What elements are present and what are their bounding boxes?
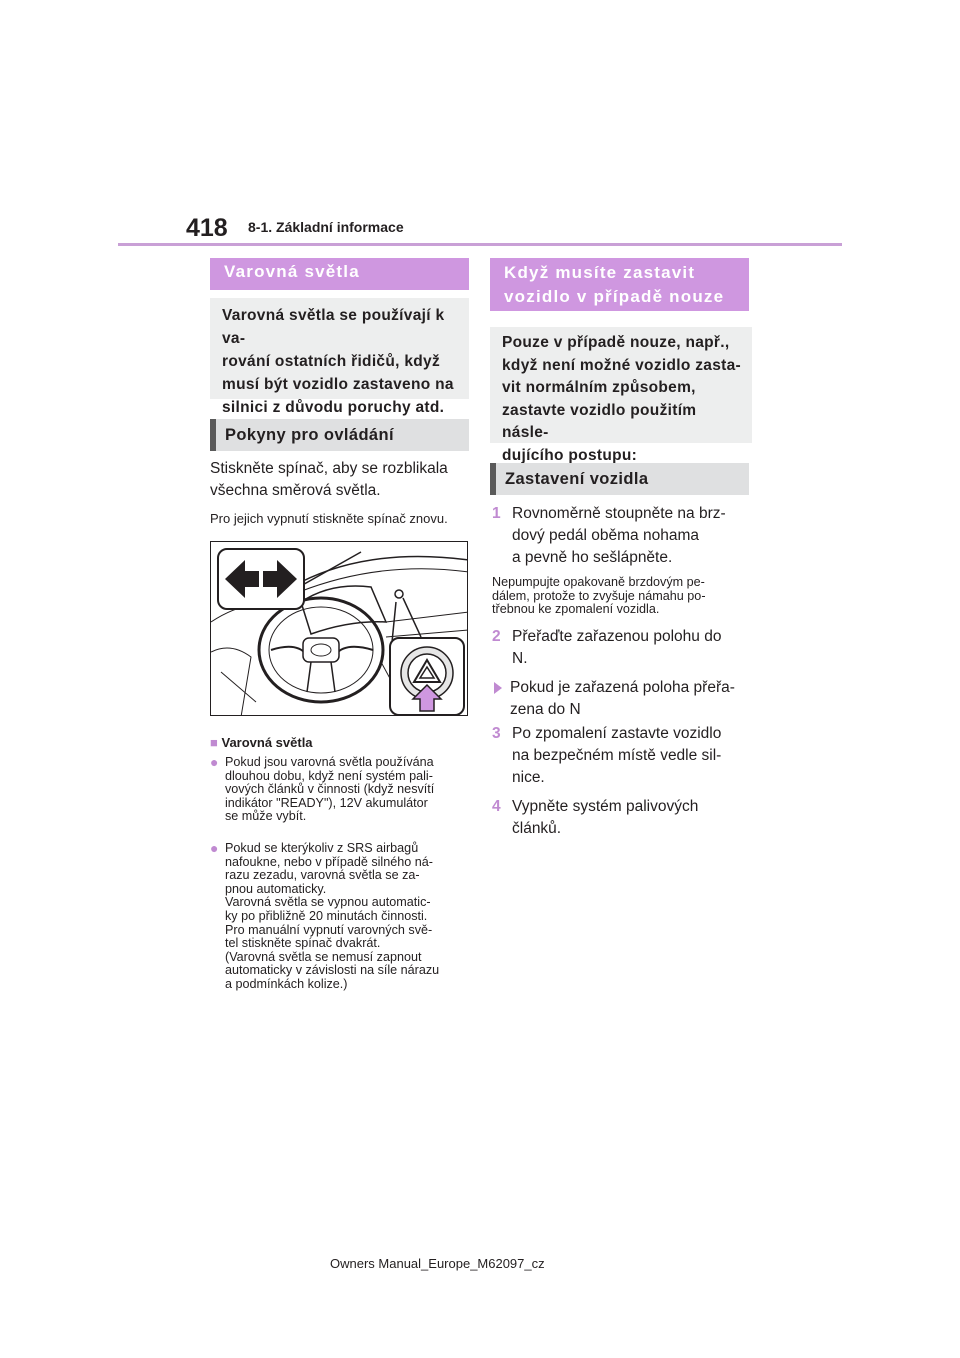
step-line: dový pedál oběma nohama xyxy=(512,527,699,544)
step-1-note xyxy=(492,576,754,617)
right-intro-line: zastavte vozidlo použitím násle- xyxy=(502,401,697,441)
step-line: článků. xyxy=(512,820,562,837)
note-line: dálem, protože to zvyšuje námahu po- xyxy=(492,588,706,603)
step-number: 3 xyxy=(492,725,501,742)
hazard-switch-callout xyxy=(389,637,465,716)
right-heading xyxy=(490,258,749,311)
note-item xyxy=(210,756,472,824)
left-intro-line: silnici z důvodu poruchy atd. xyxy=(222,399,445,416)
circle-bullet-icon: ● xyxy=(210,754,219,770)
step-1 xyxy=(492,503,754,569)
note-line: tel stiskněte spínač dvakrát. xyxy=(225,936,381,951)
dashboard-illustration xyxy=(210,541,468,716)
step-line: Přeřaďte zařazenou polohu do xyxy=(512,628,722,645)
notes-title-text: Varovná světla xyxy=(221,735,313,750)
note-line: třebnou ke zpomalení vozidla. xyxy=(492,602,660,617)
note-line: ky po přibližně 20 minutách činnosti. xyxy=(225,908,428,923)
note-line: Pokud jsou varovná světla používána xyxy=(225,755,434,769)
page-number: 418 xyxy=(186,214,228,242)
off-note: Pro jejich vypnutí stiskněte spínač znovu. xyxy=(210,511,448,526)
instruction-line: všechna směrová světla. xyxy=(210,482,381,499)
step-line: Rovnoměrně stoupněte na brz- xyxy=(512,505,726,522)
left-intro-line: rování ostatních řidičů, když xyxy=(222,353,440,370)
note-line: dlouhou dobu, když není systém pali- xyxy=(225,768,433,783)
circle-bullet-icon: ● xyxy=(210,840,219,856)
right-intro-line: vit normálním způsobem, xyxy=(502,379,696,396)
step-line: Po zpomalení zastavte vozidlo xyxy=(512,725,722,742)
note-line: Pokud se kterýkoliv z SRS airbagů xyxy=(225,841,419,855)
step-number: 1 xyxy=(492,505,501,522)
right-intro-line: Pouze v případě nouze, např., xyxy=(502,334,730,351)
left-intro-line: musí být vozidlo zastaveno na xyxy=(222,376,454,393)
note-line: a podmínkách kolize.) xyxy=(225,976,348,991)
turn-signal-arrows-icon xyxy=(219,550,303,608)
right-intro-box xyxy=(490,327,752,464)
result-arrow-icon xyxy=(494,682,502,694)
step-number: 4 xyxy=(492,798,501,815)
instruction-text xyxy=(210,458,472,502)
note-line: indikátor "READY"), 12V akumulátor xyxy=(225,795,428,810)
footer-text: Owners Manual_Europe_M62097_cz xyxy=(330,1256,545,1271)
note-line: Nepumpujte opakovaně brzdovým pe- xyxy=(492,575,705,589)
step-line: N. xyxy=(512,650,528,667)
note-line: vových článků v činnosti (když nesvítí xyxy=(225,782,435,797)
turn-arrows-callout xyxy=(217,548,305,610)
note-line: nafoukne, nebo v případě silného ná- xyxy=(225,854,433,869)
result-line: zena do N xyxy=(510,701,581,718)
right-intro-line: dujícího postupu: xyxy=(502,446,638,464)
square-bullet-icon: ■ xyxy=(210,735,218,750)
step-number: 2 xyxy=(492,628,501,645)
note-line: Varovná světla se vypnou automatic- xyxy=(225,895,431,910)
right-heading-line: vozidlo v případě nouze xyxy=(504,287,725,306)
left-heading: Varovná světla xyxy=(210,258,469,290)
note-line: pnou automaticky. xyxy=(225,881,327,896)
step-4 xyxy=(492,796,754,840)
step-line: a pevně ho sešlápněte. xyxy=(512,549,673,566)
note-line: automaticky v závislosti na síle nárazu xyxy=(225,963,440,978)
note-line: (Varovná světla se nemusí zapnout xyxy=(225,949,422,964)
instruction-line: Stiskněte spínač, aby se rozblikala xyxy=(210,460,448,477)
left-intro-line: Varovná světla se používají k va- xyxy=(222,307,445,347)
step-3 xyxy=(492,723,754,789)
step-line: Vypněte systém palivových xyxy=(512,798,699,815)
note-line: Pro manuální vypnutí varovných svě- xyxy=(225,922,433,937)
step-result xyxy=(494,677,756,721)
note-line: se může vybít. xyxy=(225,809,307,824)
left-intro-box xyxy=(210,298,469,416)
step-line: nice. xyxy=(512,769,545,786)
result-line: Pokud je zařazená poloha přeřa- xyxy=(510,679,735,696)
right-heading-line: Když musíte zastavit xyxy=(504,263,696,282)
step-2 xyxy=(492,626,754,670)
hazard-button-icon xyxy=(391,639,463,714)
header-rule xyxy=(118,243,842,246)
section-title: 8-1. Základní informace xyxy=(248,219,404,235)
right-intro-line: když není možné vozidlo zasta- xyxy=(502,356,741,374)
step-line: na bezpečném místě vedle sil- xyxy=(512,747,722,764)
note-item xyxy=(210,842,472,992)
left-subheading: Pokyny pro ovládání xyxy=(210,419,469,451)
notes-title xyxy=(210,735,313,750)
right-subheading: Zastavení vozidla xyxy=(490,463,749,495)
note-line: razu zezadu, varovná světla se za- xyxy=(225,868,420,883)
